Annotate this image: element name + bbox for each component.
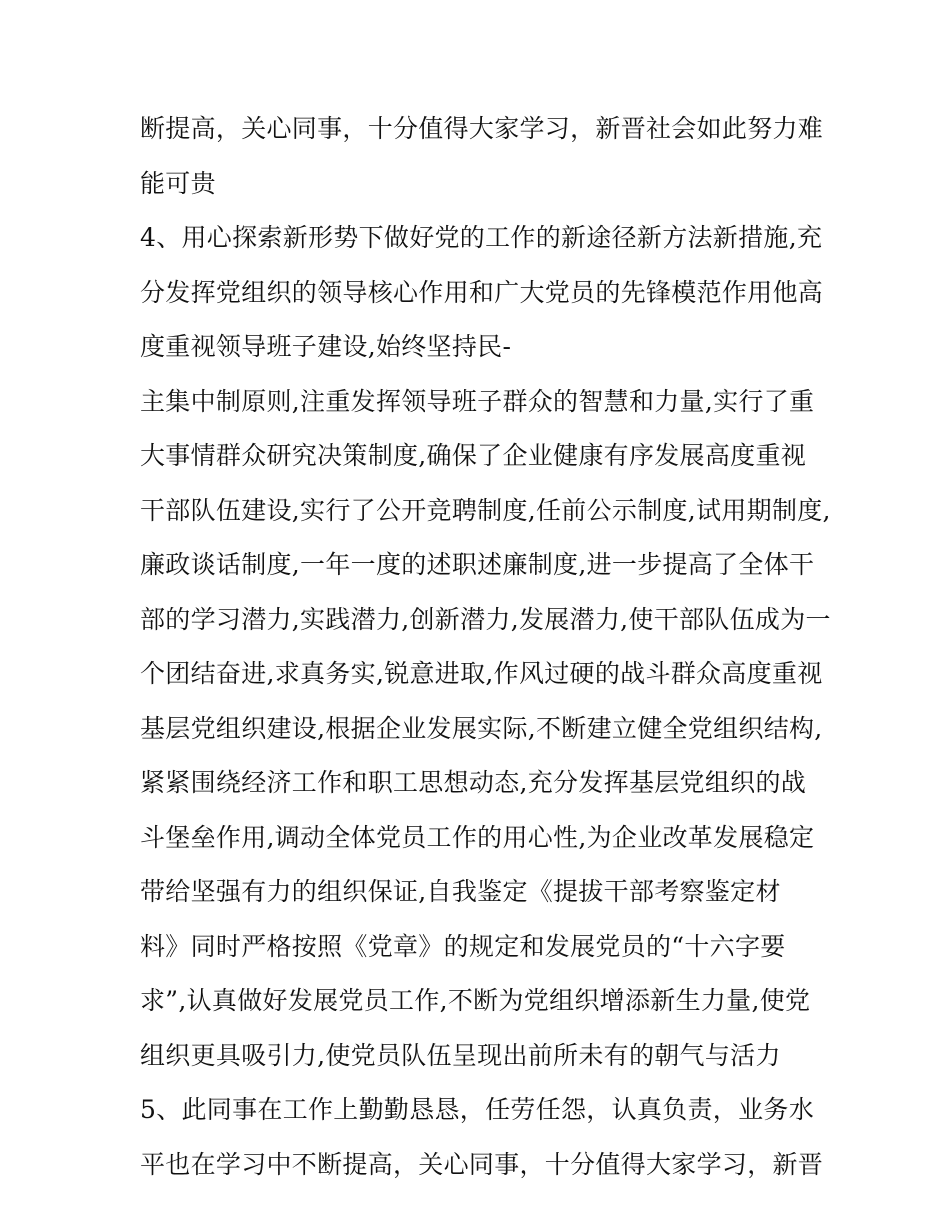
text-line: 干部队伍建设,实行了公开竞聘制度,任前公示制度,试用期制度, (140, 495, 831, 525)
text-line: 料》同时严格按照《党章》的规定和发展党员的“十六字要 (140, 931, 786, 961)
text-line: 带给坚强有力的组织保证,自我鉴定《提拔干部考察鉴定材 (140, 877, 781, 906)
text-line: 组织更具吸引力,使党员队伍呈现出前所未有的朝气与活力 (140, 1040, 781, 1070)
text-line: 4、用心探索新形势下做好党的工作的新途径新方法新措施,充 (140, 223, 823, 252)
body-text (140, 102, 831, 1192)
text-line: 廉政谈话制度,一年一度的述职述廉制度,进一步提高了全体干 (140, 550, 815, 579)
text-line: 度重视领导班子建设,始终坚持民- (140, 332, 512, 361)
text-line: 斗堡垒作用,调动全体党员工作的用心性,为企业改革发展稳定 (140, 822, 815, 852)
text-line: 求”,认真做好发展党员工作,不断为党组织增添新生力量,使党 (140, 986, 811, 1015)
text-line: 断提高，关心同事，十分值得大家学习，新晋社会如此努力难 (140, 114, 824, 143)
text-line: 分发挥党组织的领导核心作用和广大党员的先锋模范作用他高 (140, 277, 824, 307)
text-line: 个团结奋进,求真务实,锐意进取,作风过硬的战斗群众高度重视 (140, 659, 823, 688)
text-line: 基层党组织建设,根据企业发展实际,不断建立健全党组织结构, (140, 713, 823, 743)
text-line: 主集中制原则,注重发挥领导班子群众的智慧和力量,实行了重 (140, 386, 815, 416)
text-line: 大事情群众研究决策制度,确保了企业健康有序发展高度重视 (140, 441, 807, 470)
text-line: 部的学习潜力,实践潜力,创新潜力,发展潜力,使干部队伍成为一 (140, 604, 831, 634)
text-line: 紧紧围绕经济工作和职工思想动态,充分发挥基层党组织的战 (140, 768, 807, 797)
text-line: 能可贵 (140, 168, 216, 198)
text-line: 5、此同事在工作上勤勤恳恳，任劳任怨，认真负责，业务水 (140, 1095, 815, 1124)
text-line: 平也在学习中不断提高，关心同事，十分值得大家学习，新晋 (140, 1149, 824, 1179)
